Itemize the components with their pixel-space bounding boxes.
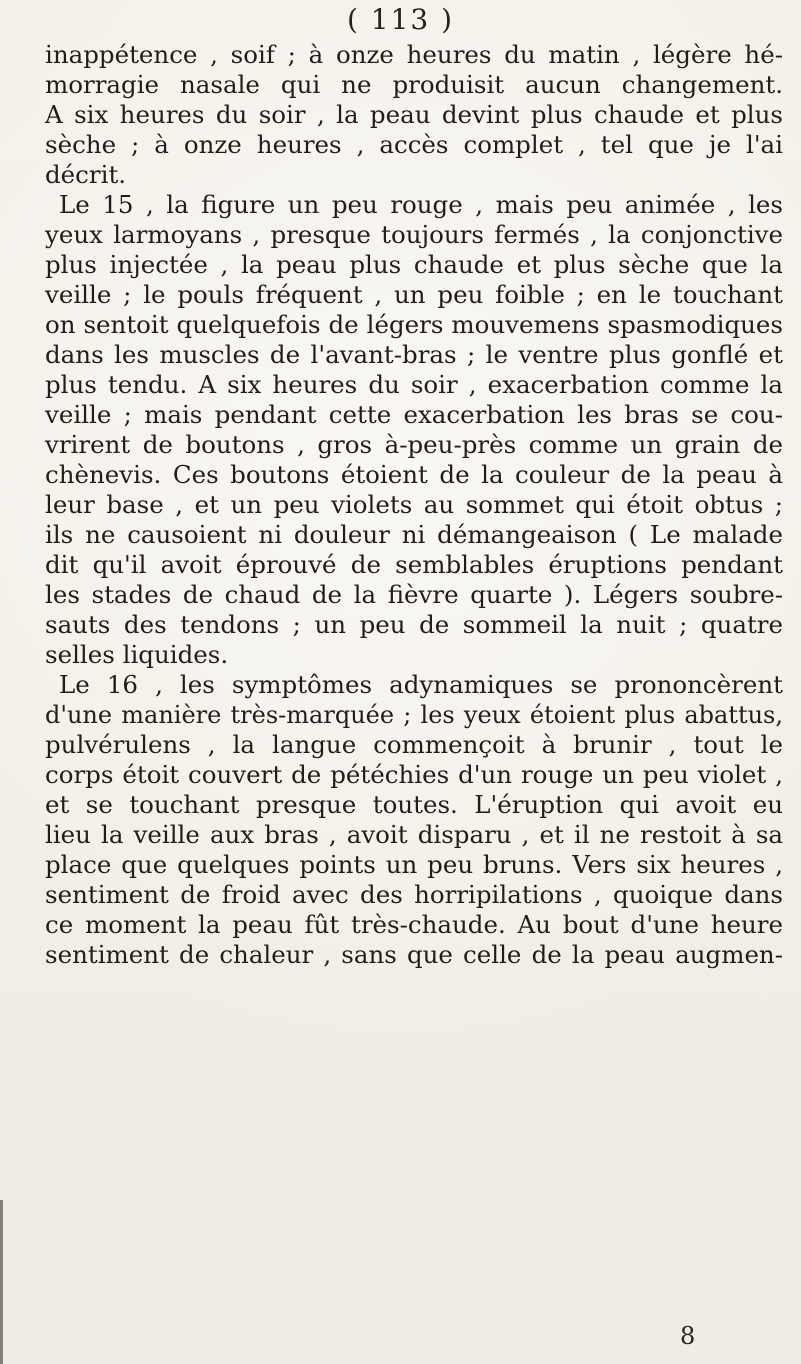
text-line: plus tendu. A six heures du soir , exacerbation comme la <box>45 370 783 399</box>
text-line: veille ; mais pendant cette exacerbation les bras se cou- <box>45 400 783 429</box>
text-line: pulvérulens , la langue commençoit à brunir , tout le <box>45 730 783 759</box>
page-number: ( 113 ) <box>346 3 455 36</box>
text-line: corps étoit couvert de pétéchies d'un rouge un peu violet , <box>45 760 783 789</box>
text-line: leur base , et un peu violets au sommet qui étoit obtus ; <box>45 490 783 519</box>
text-line: ils ne causoient ni douleur ni démangeaison ( Le malade <box>45 520 783 549</box>
text-line: chènevis. Ces boutons étoient de la couleur de la peau à <box>45 460 783 489</box>
text-line: décrit. <box>45 160 127 189</box>
text-line: sentiment de chaleur , sans que celle de la peau augmen- <box>45 940 783 969</box>
text-line: plus injectée , la peau plus chaude et plus sèche que la <box>45 250 783 279</box>
text-line: sèche ; à onze heures , accès complet , tel que je l'ai <box>45 130 783 159</box>
text-line: veille ; le pouls fréquent , un peu foible ; en le touchant <box>45 280 783 309</box>
text-line: d'une manière très-marquée ; les yeux étoient plus abattus, <box>45 701 783 729</box>
text-line: sentiment de froid avec des horripilations , quoique dans <box>45 880 783 909</box>
text-line: les stades de chaud de la fièvre quarte ). Légers soubre- <box>45 580 783 609</box>
text-line: A six heures du soir , la peau devint plus chaude et plus <box>45 100 783 129</box>
text-line: sauts des tendons ; un peu de sommeil la nuit ; quatre <box>45 610 783 639</box>
body-text <box>45 40 783 970</box>
text-line: on sentoit quelquefois de légers mouvemens spasmodiques <box>45 310 783 339</box>
text-line: selles liquides. <box>45 640 229 669</box>
text-line: yeux larmoyans , presque toujours fermés , la conjonctive <box>45 220 783 249</box>
text-line: inappétence , soif ; à onze heures du matin , légère hé- <box>45 40 783 69</box>
text-line: et se touchant presque toutes. L'éruption qui avoit eu <box>45 790 783 819</box>
text-line: morragie nasale qui ne produisit aucun changement. <box>45 70 783 99</box>
text-line: dans les muscles de l'avant-bras ; le ventre plus gonflé et <box>45 340 783 369</box>
text-line: ce moment la peau fût très-chaude. Au bout d'une heure <box>45 910 783 939</box>
page-edge-shadow <box>0 1200 3 1364</box>
text-line: place que quelques points un peu bruns. Vers six heures , <box>45 850 783 879</box>
text-line: lieu la veille aux bras , avoit disparu , et il ne restoit à sa <box>45 820 783 849</box>
text-line: vrirent de boutons , gros à-peu-près comme un grain de <box>45 430 783 459</box>
text-line: dit qu'il avoit éprouvé de semblables éruptions pendant <box>45 550 783 579</box>
text-line: Le 15 , la figure un peu rouge , mais peu animée , les <box>59 190 783 219</box>
text-line: Le 16 , les symptômes adynamiques se prononcèrent <box>59 670 783 699</box>
signature-mark: 8 <box>680 1322 696 1350</box>
